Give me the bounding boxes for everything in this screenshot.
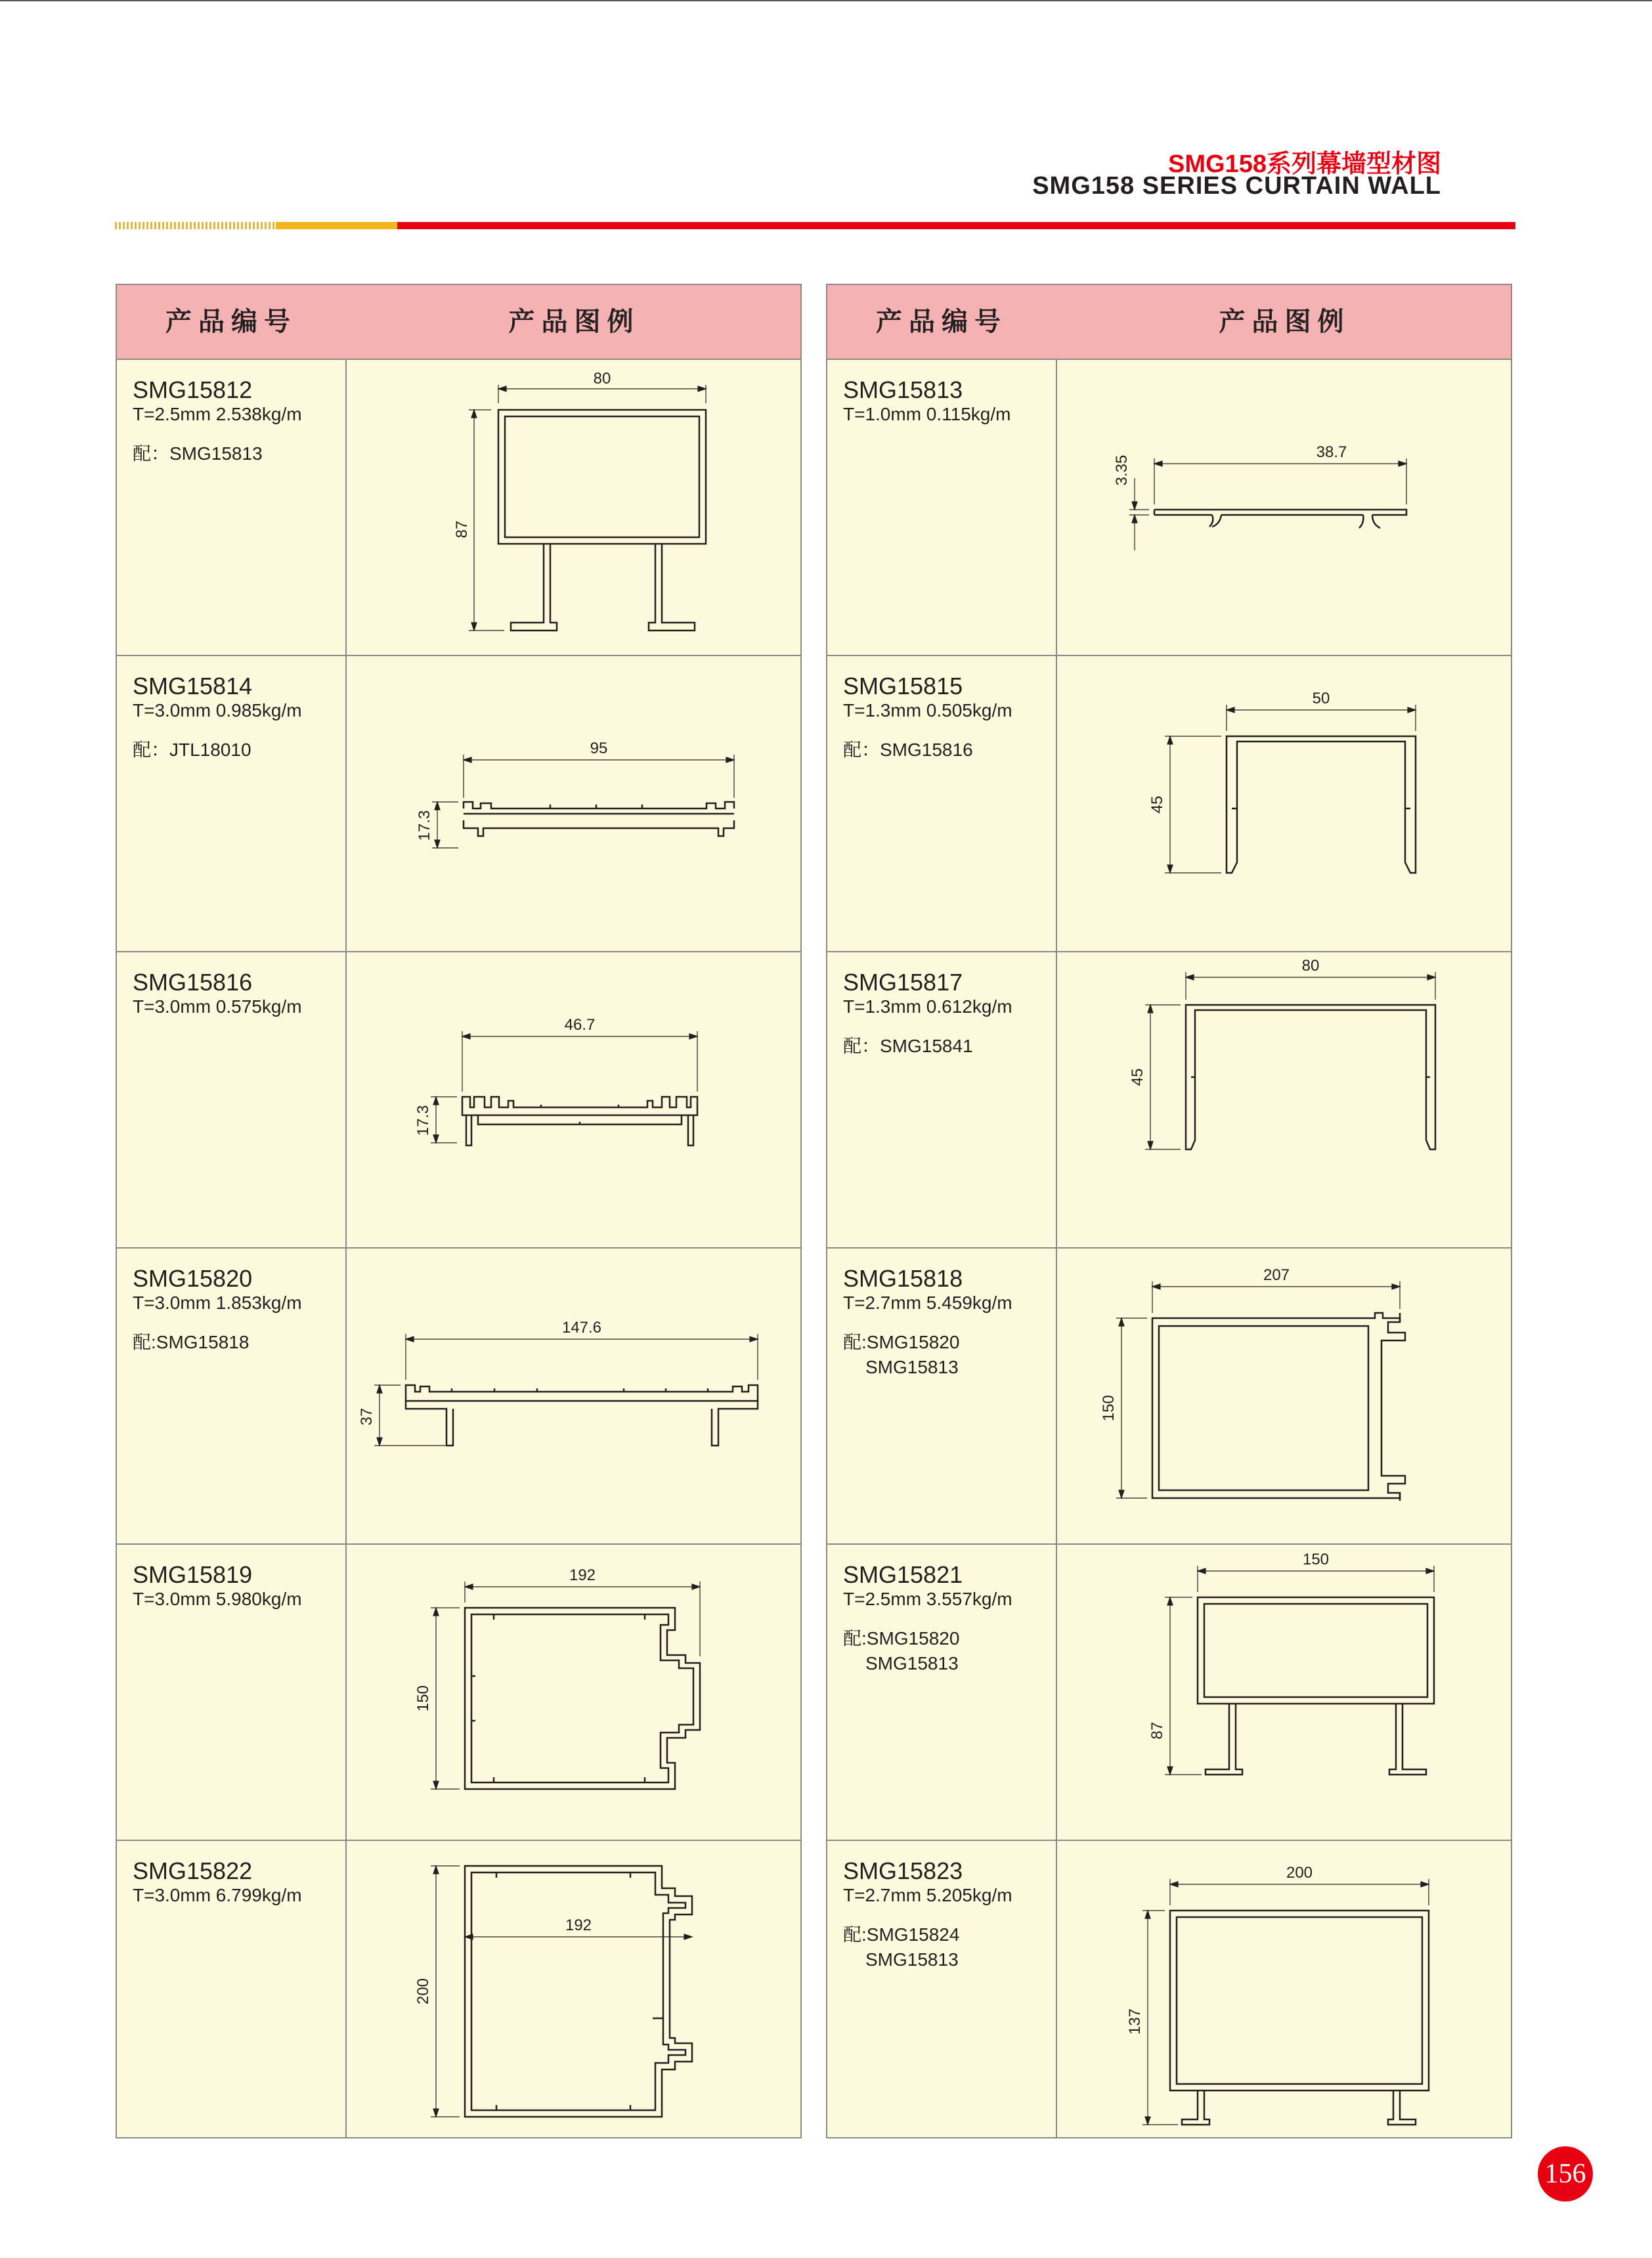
product-match-secondary: SMG15813	[865, 1949, 959, 1970]
dimension-label: 200	[1286, 1864, 1313, 1882]
dimension-label: 80	[1301, 957, 1320, 975]
product-match: 配:SMG15820	[843, 1628, 960, 1649]
dimension-label: 50	[1312, 690, 1330, 707]
profile-drawing	[347, 1841, 802, 2136]
product-code: SMG15816	[133, 969, 253, 996]
table-header	[117, 285, 800, 360]
profile-drawing	[347, 1545, 802, 1840]
product-row	[117, 952, 800, 1249]
dimension-label: 3.35	[1113, 454, 1131, 486]
product-info	[133, 1266, 343, 1355]
dimension-label: 150	[1302, 1551, 1330, 1568]
profile-drawing	[1057, 1249, 1512, 1543]
dimension-label: 200	[414, 1978, 432, 2005]
product-code: SMG15817	[843, 969, 963, 996]
table-header	[827, 285, 1511, 360]
dimension-label: 80	[593, 370, 611, 387]
product-match: 配：SMG15813	[133, 443, 263, 464]
dimension-label: 207	[1263, 1266, 1290, 1284]
dimension-label: 37	[358, 1407, 376, 1426]
product-row	[827, 656, 1511, 952]
profile-drawing	[1057, 952, 1512, 1247]
product-match-secondary: SMG15813	[865, 1653, 959, 1673]
product-spec: T=1.3mm 0.505kg/m	[843, 700, 1012, 720]
product-row	[827, 1545, 1511, 1841]
product-match: 配:SMG15824	[843, 1924, 960, 1945]
dimension-label: 137	[1126, 2008, 1144, 2035]
product-code: SMG15815	[843, 673, 963, 699]
product-row	[117, 1545, 800, 1841]
product-info	[843, 1858, 1053, 1972]
product-table-right	[826, 284, 1512, 2138]
column-header-code: 产品编号	[165, 307, 297, 336]
page-title-cn: SMG158系列幕墙型材图	[1168, 150, 1441, 178]
page-number: 156	[1544, 2159, 1586, 2189]
header-rule-dotted	[115, 222, 276, 229]
product-spec: T=3.0mm 0.575kg/m	[133, 996, 302, 1017]
product-row	[827, 1249, 1511, 1545]
product-match: 配：SMG15841	[843, 1036, 973, 1056]
product-row	[117, 1841, 800, 2137]
product-code: SMG15818	[843, 1265, 963, 1292]
profile-drawing	[347, 360, 802, 655]
dimension-label: 87	[453, 520, 471, 539]
product-code: SMG15814	[133, 673, 253, 699]
product-spec: T=1.3mm 0.612kg/m	[843, 996, 1012, 1017]
product-info	[133, 969, 343, 1018]
product-match: 配：SMG15816	[843, 740, 973, 760]
product-code: SMG15819	[133, 1561, 253, 1588]
product-spec: T=2.7mm 5.205kg/m	[843, 1885, 1012, 1905]
dimension-label: 46.7	[564, 1016, 596, 1034]
product-match: 配:SMG15820	[843, 1332, 960, 1352]
product-code: SMG15813	[843, 376, 963, 403]
page-title-en: SMG158 SERIES CURTAIN WALL	[1032, 172, 1441, 200]
product-info	[843, 969, 1053, 1059]
column-header-code: 产品编号	[876, 307, 1007, 336]
profile-drawing	[347, 952, 802, 1247]
product-match: 配：JTL18010	[133, 740, 251, 760]
profile-drawing	[347, 1249, 802, 1543]
profile-drawing	[1057, 1841, 1512, 2136]
dimension-label: 192	[569, 1566, 596, 1584]
dimension-label: 45	[1148, 795, 1166, 814]
dimension-label: 38.7	[1316, 443, 1347, 461]
product-match-secondary: SMG15813	[865, 1357, 959, 1377]
product-row	[827, 1841, 1511, 2137]
product-info	[133, 1858, 343, 1907]
page-number-badge	[1538, 2146, 1593, 2202]
product-info	[843, 377, 1053, 426]
profile-drawing	[1057, 656, 1512, 951]
product-row	[827, 952, 1511, 1249]
product-code: SMG15812	[133, 376, 253, 403]
header-rule-red	[397, 222, 1515, 229]
product-info	[133, 673, 343, 763]
column-header-figure: 产品图例	[508, 307, 640, 336]
product-spec: T=1.0mm 0.115kg/m	[843, 404, 1011, 424]
product-spec: T=3.0mm 1.853kg/m	[133, 1293, 302, 1313]
product-table-left	[116, 284, 802, 2138]
dimension-label: 17.3	[416, 810, 433, 841]
product-info	[133, 377, 343, 466]
product-row	[117, 360, 800, 656]
product-spec: T=2.5mm 3.557kg/m	[843, 1589, 1012, 1609]
dimension-label: 95	[590, 740, 608, 757]
product-spec: T=3.0mm 6.799kg/m	[133, 1885, 302, 1905]
product-code: SMG15821	[843, 1561, 963, 1588]
product-spec: T=2.7mm 5.459kg/m	[843, 1293, 1012, 1313]
product-row	[117, 1249, 800, 1545]
dimension-label: 150	[414, 1685, 432, 1712]
product-match: 配:SMG15818	[133, 1332, 250, 1352]
product-code: SMG15820	[133, 1265, 253, 1292]
product-code: SMG15823	[843, 1857, 963, 1884]
dimension-label: 150	[1100, 1394, 1118, 1422]
profile-drawing	[1057, 1545, 1512, 1840]
product-spec: T=3.0mm 0.985kg/m	[133, 700, 302, 720]
product-info	[843, 673, 1053, 763]
product-row	[827, 360, 1511, 656]
dimension-label: 147.6	[561, 1319, 602, 1337]
product-spec: T=3.0mm 5.980kg/m	[133, 1589, 302, 1609]
product-info	[843, 1266, 1053, 1380]
product-spec: T=2.5mm 2.538kg/m	[133, 404, 302, 424]
product-row	[117, 656, 800, 952]
dimension-label: 45	[1129, 1068, 1146, 1086]
dimension-label: 87	[1148, 1721, 1166, 1740]
dimension-label: 192	[565, 1916, 592, 1934]
product-info	[843, 1562, 1053, 1676]
header-rule-yellow	[276, 222, 397, 229]
profile-drawing	[1057, 360, 1512, 655]
dimension-label: 17.3	[414, 1105, 432, 1136]
top-border-line	[0, 0, 1652, 1]
column-header-figure: 产品图例	[1219, 307, 1351, 336]
product-code: SMG15822	[133, 1857, 253, 1884]
profile-drawing	[347, 656, 802, 951]
product-info	[133, 1562, 343, 1610]
